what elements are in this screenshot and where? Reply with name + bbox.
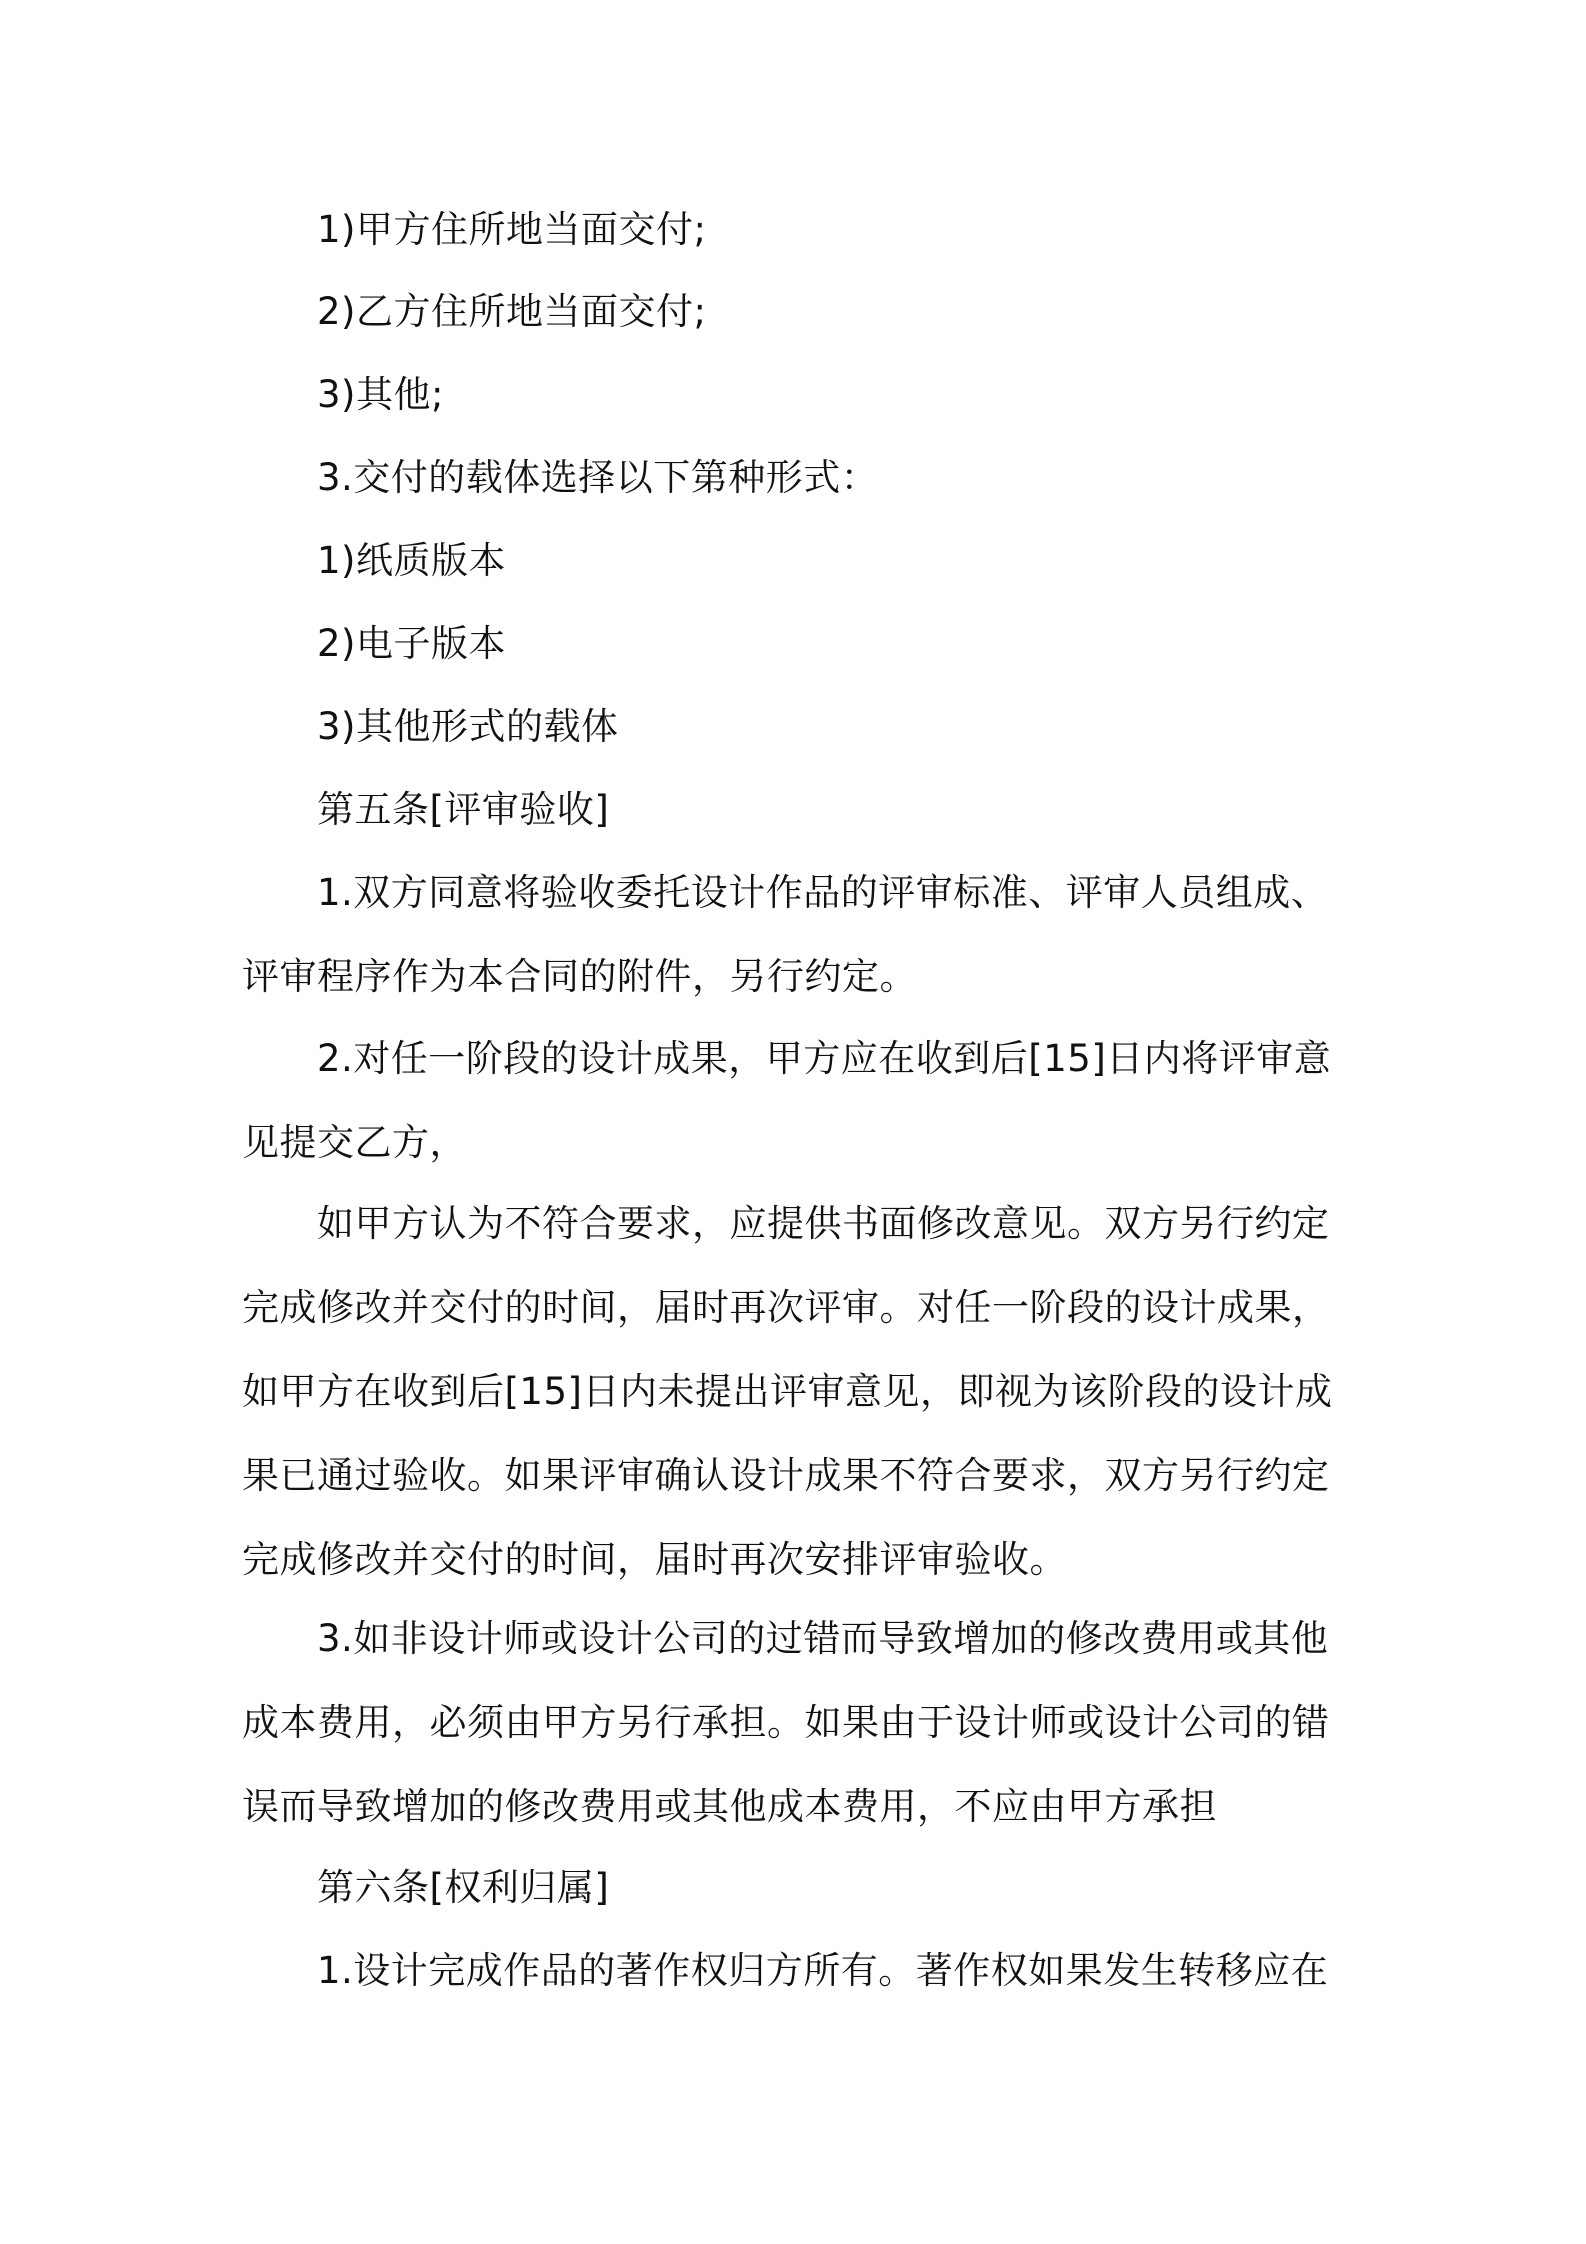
article-5-paragraph-2: 2.对任一阶段的设计成果，甲方应在收到后[15]日内将评审意见提交乙方， (242, 1037, 1332, 1164)
carrier-option-2: 2)电子版本 (317, 622, 506, 665)
clause-carrier-heading: 3.交付的载体选择以下第种形式： (317, 456, 879, 499)
article-5-paragraph-1: 1.双方同意将验收委托设计作品的评审标准、评审人员组成、评审程序作为本合同的附件，另行约定。 (242, 871, 1329, 998)
delivery-option-3: 3)其他; (317, 373, 444, 416)
article-5-title: 第五条[评审验收] (317, 788, 610, 831)
article-6-title: 第六条[权利归属] (317, 1866, 610, 1909)
article-6-paragraph-1: 1.设计完成作品的著作权归方所有。著作权如果发生转移应在 (317, 1949, 1329, 1992)
delivery-option-2: 2)乙方住所地当面交付; (317, 290, 707, 333)
article-5-paragraph-4: 3.如非设计师或设计公司的过错而导致增加的修改费用或其他成本费用，必须由甲方另行承担。如果由于设计师或设计公司的错误而导致增加的修改费用或其他成本费用，不应由甲方承担 (242, 1617, 1330, 1828)
delivery-option-1: 1)甲方住所地当面交付; (317, 208, 707, 251)
article-5-paragraph-3: 如甲方认为不符合要求，应提供书面修改意见。双方另行约定完成修改并交付的时间，届时再次评审。对任一阶段的设计成果，如甲方在收到后[15]日内未提出评审意见，即视为该阶段的设计成果已通过验收。如果评审确认设计成果不符合要求，双方另行约定完成修改并交付的时间，届时再次安排评审验收。 (242, 1202, 1333, 1581)
carrier-option-1: 1)纸质版本 (317, 539, 506, 582)
carrier-option-3: 3)其他形式的载体 (317, 705, 619, 748)
